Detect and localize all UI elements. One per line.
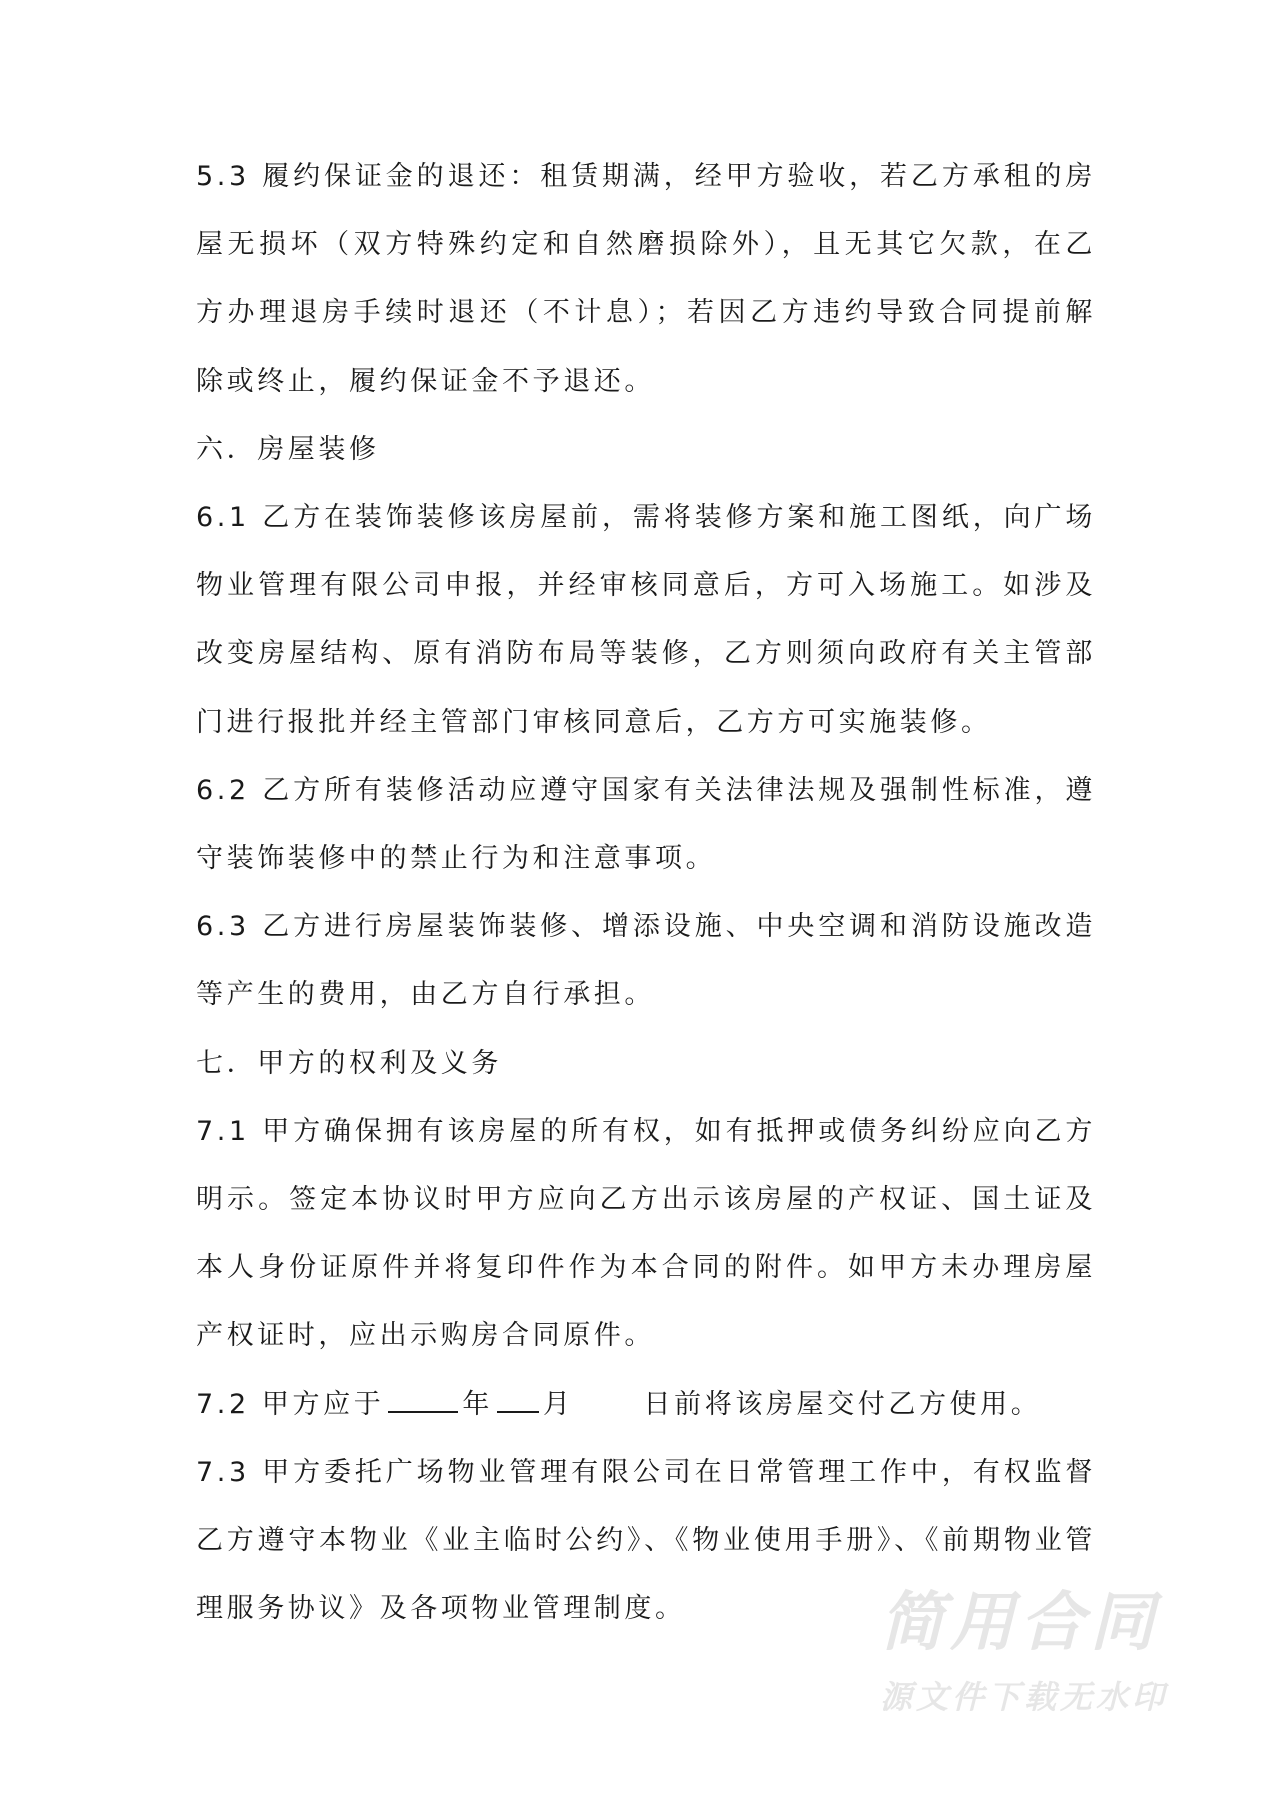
clause-7-2 (196, 1371, 1096, 1439)
section-heading-6: 六．房屋装修 (196, 433, 380, 465)
month-blank-field[interactable] (497, 1381, 539, 1413)
month-label: 月 (542, 1388, 574, 1420)
watermark-subtitle: 源文件下载无水印 (880, 1678, 1169, 1716)
year-label: 年 (462, 1388, 493, 1420)
clause-7-2-prefix: 7.2 甲方应于 (196, 1388, 385, 1420)
document-body (196, 143, 1096, 1643)
clause-6-3: 6.3 乙方进行房屋装饰装修、增添设施、中央空调和消防设施改造等产生的费用，由乙方自行承担。 (196, 911, 1096, 1011)
clause-7-3: 7.3 甲方委托广场物业管理有限公司在日常管理工作中，有权监督乙方遵守本物业《业主临时公约》、《物业使用手册》、《前期物业管理服务协议》及各项物业管理制度。 (196, 1456, 1096, 1625)
year-blank-field[interactable] (388, 1381, 458, 1413)
clause-6-2: 6.2 乙方所有装修活动应遵守国家有关法律法规及强制性标准，遵守装饰装修中的禁止行为和注意事项。 (196, 774, 1096, 875)
watermark-title: 简用合同 (880, 1586, 1160, 1660)
watermark (880, 1588, 1220, 1722)
clause-7-1: 7.1 甲方确保拥有该房屋的所有权，如有抵押或债务纠纷应向乙方明示。签定本协议时甲方应向乙方出示该房屋的产权证、国土证及本人身份证原件并将复印件作为本合同的附件。如甲方未办理房屋产权证时，应出示购房合同原件。 (196, 1115, 1096, 1352)
clause-6-1: 6.1 乙方在装饰装修该房屋前，需将装修方案和施工图纸，向广场物业管理有限公司申报，并经审核同意后，方可入场施工。如涉及改变房屋结构、原有消防布局等装修，乙方则须向政府有关主管部门进行报批并经主管部门审核同意后，乙方方可实施装修。 (196, 502, 1096, 738)
section-heading-7: 七．甲方的权利及义务 (196, 1047, 502, 1079)
clause-7-2-suffix: 日前将该房屋交付乙方使用。 (643, 1388, 1042, 1420)
clause-5-3: 5.3 履约保证金的退还：租赁期满，经甲方验收，若乙方承租的房屋无损坏（双方特殊约定和自然磨损除外），且无其它欠款，在乙方办理退房手续时退还（不计息）；若因乙方违约导致合同提前解除或终止，履约保证金不予退还。 (196, 161, 1096, 397)
